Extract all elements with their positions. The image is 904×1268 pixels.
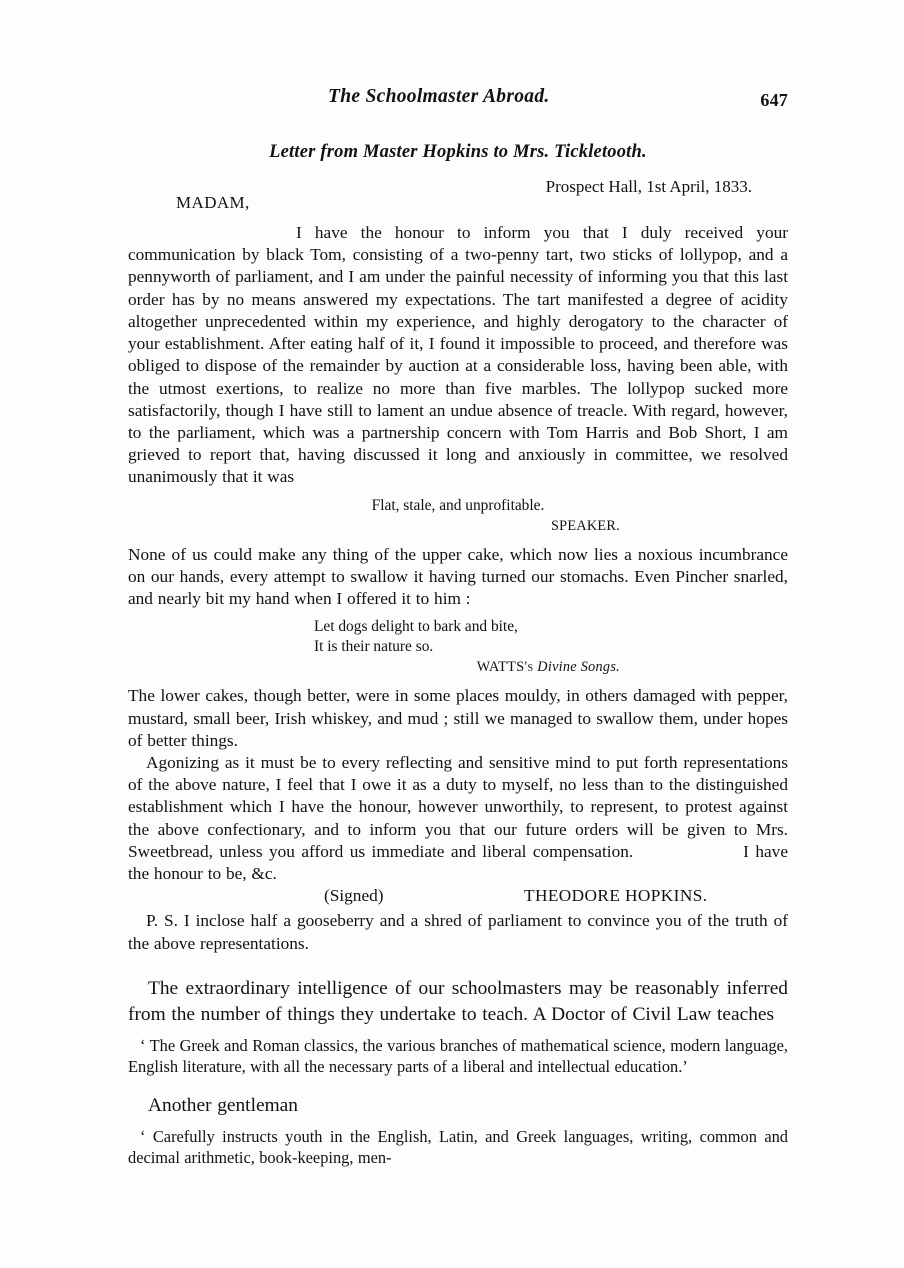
quotation-1-attribution: SPEAKER.	[550, 517, 620, 534]
editorial-paragraph-2: Another gentleman	[148, 1094, 298, 1116]
editorial-paragraph-1: The extraordinary intelligence of our schoolmasters may be reasonably inferred from the number of things they undertake to teach. A Doctor of Civil Law teaches	[128, 977, 788, 1025]
letter-paragraph-4	[128, 752, 788, 885]
signed-label: (Signed)	[324, 886, 384, 906]
salutation-text: MADAM,	[176, 193, 250, 212]
editorial-extract-1: ‘ The Greek and Roman classics, the various branches of mathematical science, modern language, English literature, with all the necessary parts of a liberal and intellectual education.’	[128, 1036, 788, 1076]
letter-dateline: Prospect Hall, 1st April, 1833.	[545, 177, 752, 196]
letter-paragraph-2: None of us could make any thing of the upper cake, which now lies a noxious incumbrance on our hands, every attempt to swallow it having turned our stomachs. Even Pincher snarled, and nearly bit my hand when I offered it to him :	[128, 544, 788, 609]
signature-name: THEODORE HOPKINS.	[524, 886, 708, 906]
signature-line	[128, 886, 788, 910]
letter-paragraph-4-text: Agonizing as it must be to every reflecting and sensitive mind to put forth representations of the above nature, I feel that I owe it as a duty to myself, no less than to the distinguished establishment which I have the honour, however unworthily, to represent, to protest against the above confectionary, and to inform you that our future orders will be given to Mrs. Sweetbread, unless you afford us immediate and liberal compensation.	[128, 752, 788, 861]
letter-title: Letter from Master Hopkins to Mrs. Tickletooth.	[269, 142, 647, 162]
quotation-2-work: Divine Songs.	[537, 659, 620, 676]
editorial-extract-2: ‘ Carefully instructs youth in the English, Latin, and Greek languages, writing, common and decimal arithmetic, book-keeping, men-	[128, 1127, 788, 1168]
letter-paragraph-1	[128, 222, 788, 489]
quotation-2-line-2: It is their nature so.	[314, 638, 434, 656]
page-content	[128, 86, 788, 1169]
letter-paragraph-1-text: I have the honour to inform you that I duly received your communication by black Tom, consisting of a two-penny tart, two sticks of lollypop, and a pennyworth of parliament, and I am under the painful necessity of informing you that this last order has by no means answered my expectations. The tart manifested a degree of acidity altogether unprecedented within my experience, and highly derogatory to the character of your establishment. After eating half of it, I found it impossible to proceed, and therefore was obliged to dispose of the remainder by auction at a considerable loss, having been able, with the utmost exertions, to realize no more than five marbles. The lollypop sucked more satisfactorily, though I have still to lament an undue absence of treacle. With regard, however, to the parliament, which was a partnership concern with Tom Harris and Bob Short, I am grieved to report that, having discussed it long and anxiously in committee, we resolved unanimously that it was	[128, 223, 788, 487]
letter-closing: I have the honour to be, &c.	[128, 841, 788, 884]
running-head	[128, 86, 788, 120]
quotation-1-line: Flat, stale, and unprofitable.	[371, 496, 545, 514]
quotation-2-author: WATTS's	[476, 659, 534, 676]
quotation-block-1	[128, 496, 788, 516]
letter-postscript: P. S. I inclose half a gooseberry and a shred of parliament to convince you of the truth of the above representations.	[128, 911, 788, 953]
quotation-block-2	[128, 617, 788, 657]
letter-paragraph-3: The lower cakes, though better, were in some places mouldy, in others damaged with pepper, mustard, small beer, Irish whiskey, and mud ; still we managed to swallow them, under hopes of better things.	[128, 686, 788, 750]
quotation-2-attribution	[128, 659, 788, 676]
quotation-2-line-1: Let dogs delight to bark and bite,	[314, 618, 518, 636]
page-number: 647	[760, 90, 788, 110]
running-head-title: The Schoolmaster Abroad.	[328, 86, 550, 107]
